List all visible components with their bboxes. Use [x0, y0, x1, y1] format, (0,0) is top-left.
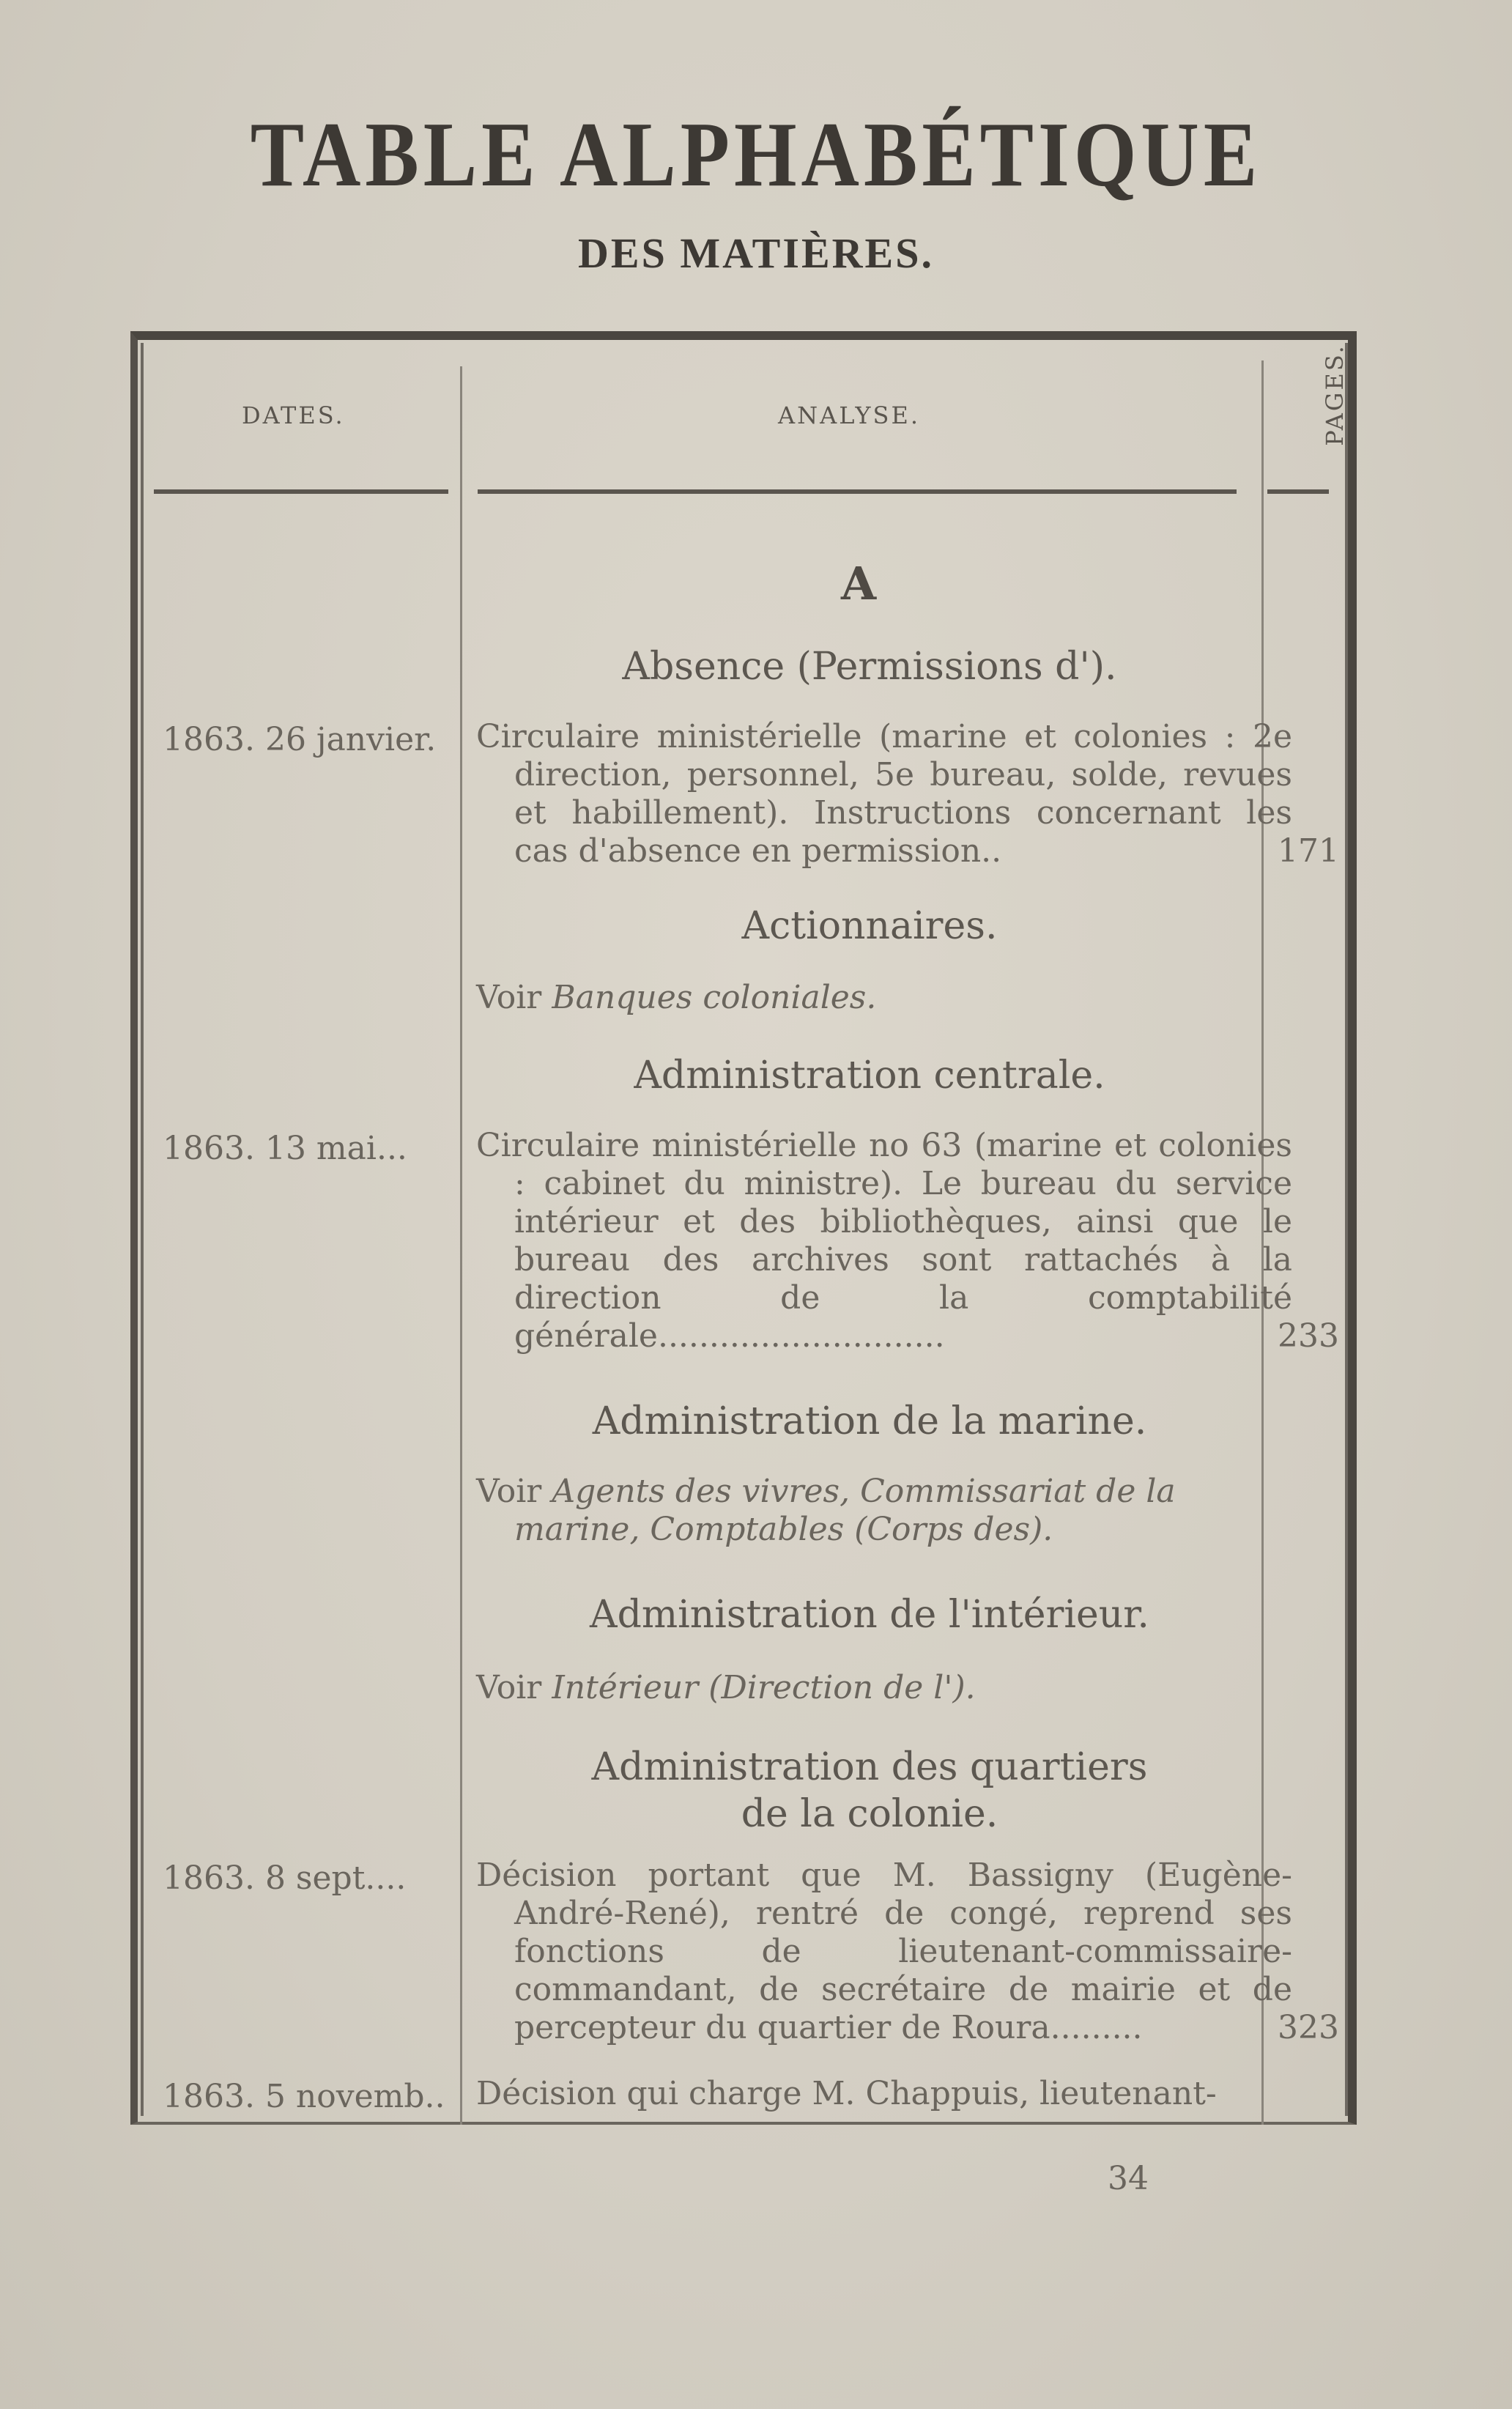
entry-heading-absence: Absence (Permissions d').	[622, 645, 1117, 689]
entry-page-admin-centrale: 233	[1278, 1317, 1339, 1355]
entry-date-admin-quartiers: 1863. 8 sept....	[163, 1860, 407, 1897]
entry-page-admin-quartiers: 323	[1278, 2009, 1339, 2046]
entry-heading-admin-quartiers: Administration des quartiers	[591, 1745, 1148, 1789]
entry-text-absence: Circulaire ministérielle (marine et colonies : 2e direction, personnel, 5e bureau, solde, revues et habillement). Instructions concernant les cas d'absence en permission..	[476, 718, 1292, 870]
entry-date-absence: 1863. 26 janvier.	[163, 721, 437, 758]
see-also-label: Voir	[476, 1669, 542, 1706]
entry-heading-admin-centrale: Administration centrale.	[634, 1054, 1105, 1098]
entry-heading-admin-interieur: Administration de l'intérieur.	[590, 1593, 1149, 1637]
entry-page-absence: 171	[1278, 832, 1339, 870]
frame-inner-right-rule	[1345, 343, 1348, 2116]
column-header-analyse: ANALYSE.	[778, 402, 920, 429]
entry-text-admin-quartiers-2: Décision qui charge M. Chappuis, lieutenant-	[476, 2075, 1217, 2112]
see-also-label: Voir	[476, 979, 542, 1016]
page-title: TABLE ALPHABÉTIQUE	[250, 103, 1262, 206]
see-also-reference: Banques coloniales.	[552, 979, 877, 1016]
section-letter: A	[841, 557, 877, 610]
entry-text-admin-quartiers: Décision portant que M. Bassigny (Eugène-André-René), rentré de congé, reprend ses fonctions de lieutenant-commissaire-commandant, de secrétaire de mairie et de percepteur du quartier de Roura.........	[476, 1857, 1292, 2046]
column-header-pages: PAGES.	[1321, 344, 1349, 446]
entry-date-admin-centrale: 1863. 13 mai...	[163, 1130, 407, 1167]
entry-heading-admin-marine: Administration de la marine.	[592, 1399, 1147, 1443]
see-also-label: Voir	[476, 1473, 542, 1510]
entry-see-also-admin-interieur	[476, 1669, 1254, 1707]
entry-text-admin-centrale: Circulaire ministérielle no 63 (marine et colonies : cabinet du ministre). Le bureau du service intérieur et des bibliothèques, ainsi que le bureau des archives sont rattachés à la direction de la comptabilité générale............................	[476, 1127, 1292, 1355]
entry-see-also-admin-marine	[476, 1473, 1292, 1549]
entry-heading-admin-quartiers-cont: de la colonie.	[741, 1792, 998, 1836]
header-rule-dates	[154, 489, 448, 494]
header-rule-pages	[1267, 489, 1329, 494]
entry-see-also-actionnaires	[476, 979, 1254, 1017]
column-header-dates: DATES.	[242, 402, 345, 429]
column-divider-dates	[460, 366, 462, 2125]
page-number: 34	[1108, 2160, 1149, 2197]
entry-date-admin-quartiers-2: 1863. 5 novemb..	[163, 2078, 445, 2115]
entry-heading-actionnaires: Actionnaires.	[741, 904, 998, 948]
page-subtitle: DES MATIÈRES.	[578, 229, 934, 277]
see-also-reference: Intérieur (Direction de l').	[552, 1669, 976, 1706]
frame-inner-left-rule	[141, 343, 144, 2116]
header-rule-analyse	[478, 489, 1237, 494]
see-also-reference: Agents des vivres, Commissariat de la marine, Comptables (Corps des).	[514, 1473, 1176, 1548]
